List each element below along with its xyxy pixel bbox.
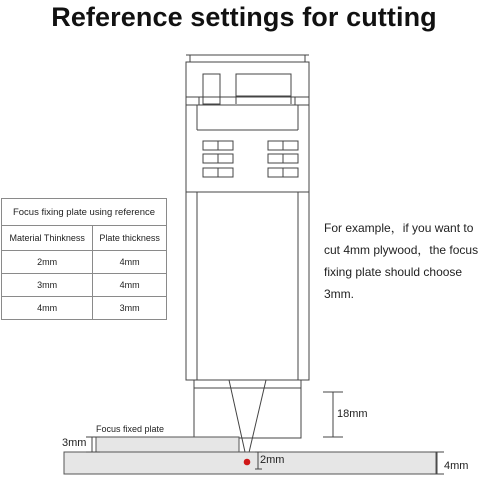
material-thickness-cell: 2mm (2, 251, 93, 274)
header-material-thickness: Material Thinkness (2, 226, 93, 251)
vent-right (268, 141, 298, 177)
table-row (2, 297, 167, 320)
example-description: For example，if you want to cut 4mm plywood，the focus fixing plate should choose 3mm. (324, 221, 479, 301)
focus-point (244, 459, 251, 466)
laser-nozzle-housing (194, 380, 301, 438)
label-focus-fixed-plate: Focus fixed plate (96, 424, 165, 434)
laser-beam-right (247, 380, 266, 461)
vent-left (203, 141, 233, 177)
laser-head-body (186, 105, 309, 380)
material-thickness-cell: 3mm (2, 274, 93, 297)
material-thickness-cell: 4mm (2, 297, 93, 320)
label-18mm: 18mm (337, 408, 368, 420)
table-row (2, 251, 167, 274)
plate-thickness-cell: 3mm (93, 297, 167, 320)
table-caption: Focus fixing plate using reference (2, 199, 167, 226)
page-title: Reference settings for cutting (51, 2, 437, 32)
table-row (2, 274, 167, 297)
focus-plate-reference-table (1, 198, 167, 320)
top-window-center (236, 74, 291, 96)
label-focus-2mm: 2mm (260, 454, 285, 466)
label-plate-3mm: 3mm (62, 437, 87, 449)
plate-thickness-cell: 4mm (93, 251, 167, 274)
top-window-left (203, 74, 220, 104)
focus-fixed-plate (96, 437, 239, 452)
header-plate-thickness: Plate thickness (93, 226, 167, 251)
label-material-4mm: 4mm (444, 460, 469, 472)
plate-thickness-cell: 4mm (93, 274, 167, 297)
